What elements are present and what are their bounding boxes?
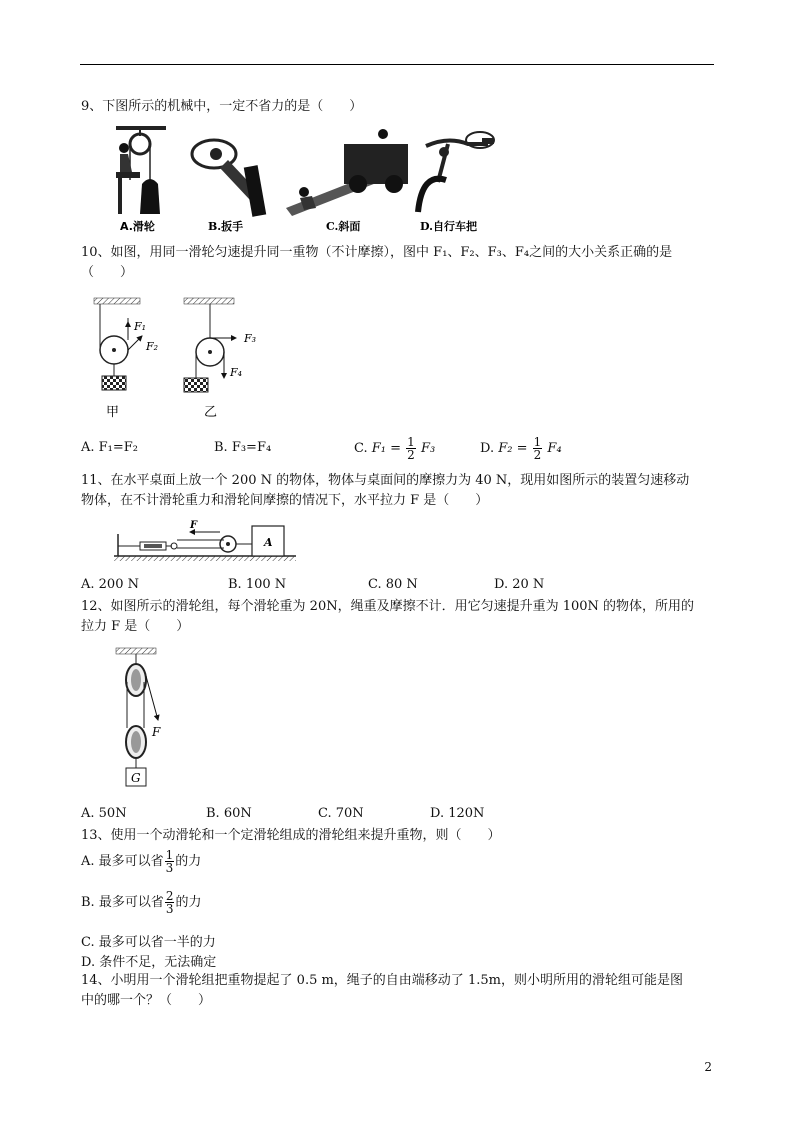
q11-option-c: C. 80 N xyxy=(368,577,418,592)
q9-caption-d: D.自行车把 xyxy=(420,220,477,232)
q12-option-c: C. 70N xyxy=(318,806,364,821)
page-number: 2 xyxy=(704,1060,712,1074)
ramp-illustration xyxy=(286,129,408,216)
q10-figure xyxy=(86,292,266,422)
q12-line2: 拉力 F 是（ ） xyxy=(81,619,190,634)
q14-line2: 中的哪一个？（ ） xyxy=(81,993,212,1008)
q11-label-a: A xyxy=(264,536,273,549)
q12-figure xyxy=(110,646,180,792)
q10-stem: 10、如图，用同一滑轮匀速提升同一重物（不计摩擦），图中 F₁、F₂、F₃、F₄之间的大小关系正确的是 xyxy=(81,245,673,260)
q11-line1: 11、在水平桌面上放一个 200 N 的物体，物体与桌面间的摩擦力为 40 N，现用如图所示的装置匀速移动 xyxy=(81,473,690,488)
q13-option-d: D. 条件不足，无法确定 xyxy=(81,955,217,970)
wrench-illustration xyxy=(192,140,266,217)
q12-option-a: A. 50N xyxy=(81,806,127,821)
q10-paren: （ ） xyxy=(81,265,134,280)
bicycle-handlebar-illustration xyxy=(418,132,494,212)
q10-label-f2: F₂ xyxy=(146,340,159,353)
q13-option-a: A. 最多可以省 $\frac{1}{3}$ 的力 xyxy=(81,848,202,875)
q10-label-f4: F₄ xyxy=(230,366,243,379)
q13-option-c: C. 最多可以省一半的力 xyxy=(81,935,216,950)
q12-label-f: F xyxy=(152,725,161,739)
pulley-illustration xyxy=(116,126,166,214)
q9-figure xyxy=(108,122,500,232)
q12-line1: 12、如图所示的滑轮组，每个滑轮重为 20N，绳重及摩擦不计．用它匀速提升重为 100N 的物体，所用的 xyxy=(81,599,695,614)
header-rule xyxy=(80,64,714,65)
q11-option-a: A. 200 N xyxy=(81,577,139,592)
q9-caption-b: B.扳手 xyxy=(208,220,244,232)
q13-stem: 13、使用一个动滑轮和一个定滑轮组成的滑轮组来提升重物，则（ ） xyxy=(81,828,501,843)
q9-caption-a: A.滑轮 xyxy=(120,220,155,232)
q11-label-f: F xyxy=(190,520,198,531)
q10-option-b: B. F₃=F₄ xyxy=(214,440,272,455)
q10-option-c: C. F₁ = $\frac{1}{2}$ F₃ xyxy=(354,435,436,462)
q12-label-g: G xyxy=(131,771,141,785)
q12-option-b: B. 60N xyxy=(206,806,252,821)
q9-stem: 9、下图所示的机械中，一定不省力的是（ ） xyxy=(81,99,363,114)
q13-option-b: B. 最多可以省 $\frac{2}{3}$ 的力 xyxy=(81,889,202,916)
q10-option-d: D. F₂ = $\frac{1}{2}$ F₄ xyxy=(480,435,562,462)
q12-option-d: D. 120N xyxy=(430,806,485,821)
q9-caption-c: C.斜面 xyxy=(326,220,361,232)
q14-line1: 14、小明用一个滑轮组把重物提起了 0.5 m，绳子的自由端移动了 1.5m，则小明所用的滑轮组可能是图 xyxy=(81,973,683,988)
q11-option-d: D. 20 N xyxy=(494,577,545,592)
q10-label-f3: F₃ xyxy=(244,332,257,345)
q10-label-jia: 甲 xyxy=(106,405,120,420)
q11-figure xyxy=(110,514,300,564)
q10-option-a: A. F₁=F₂ xyxy=(81,440,139,455)
q11-line2: 物体，在不计滑轮重力和滑轮间摩擦的情况下，水平拉力 F 是（ ） xyxy=(81,493,489,508)
q11-option-b: B. 100 N xyxy=(228,577,287,592)
q10-label-f1: F₁ xyxy=(134,320,147,333)
q10-label-yi: 乙 xyxy=(204,405,218,420)
